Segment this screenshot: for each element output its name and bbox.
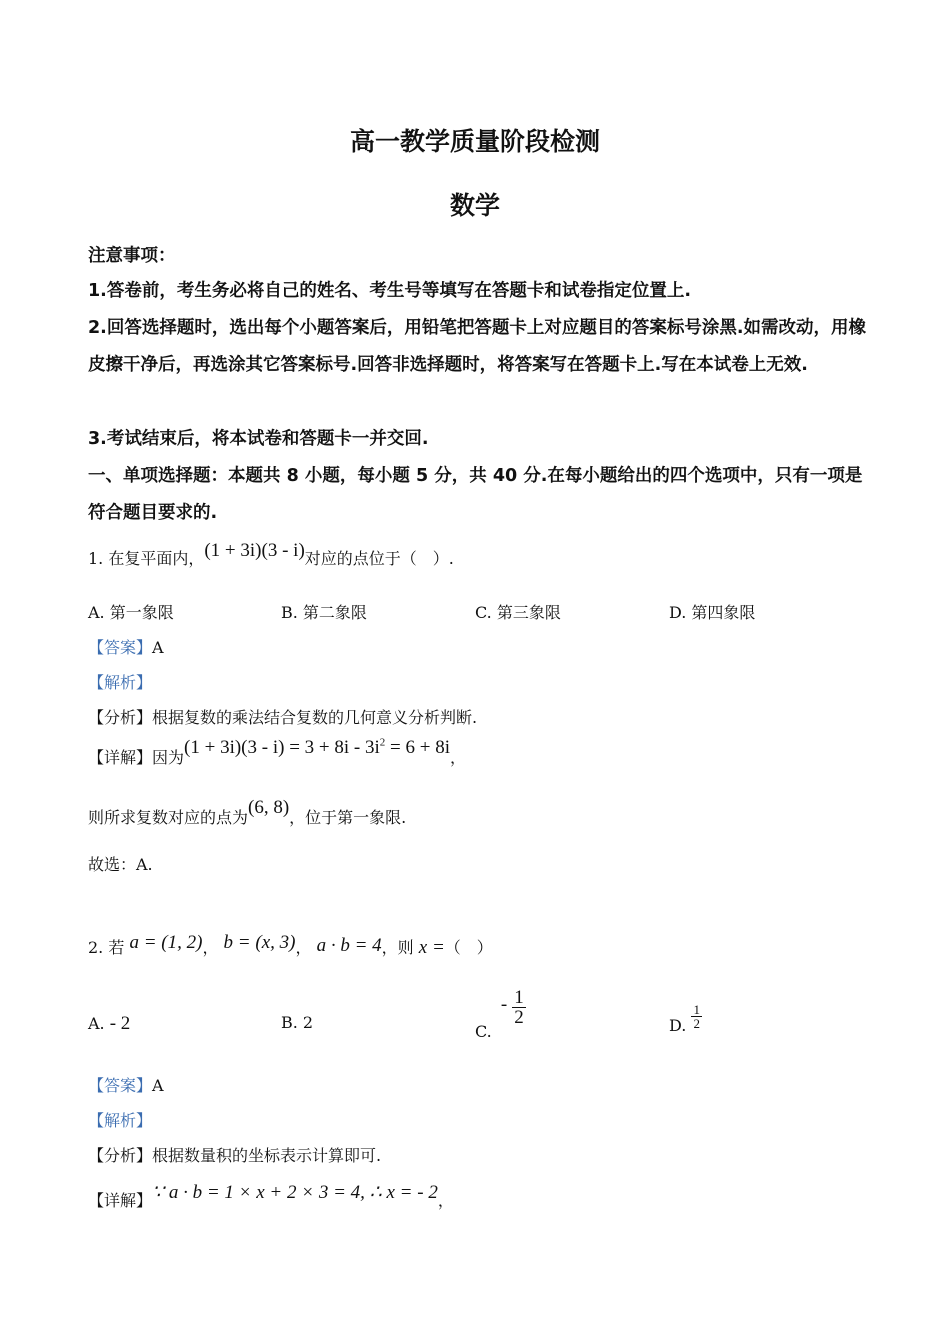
q1-option-c: C. 第三象限 (475, 603, 561, 622)
q2-analysis-tag: 【解析】 (88, 1111, 153, 1130)
q1-option-b: B. 第二象限 (281, 603, 367, 622)
q2-answer: 【答案】A (88, 1076, 164, 1095)
q1-option-a: A. 第一象限 (88, 603, 174, 622)
q1-detail-line-2: 则所求复数对应的点为(6, 8)，位于第一象限. (88, 797, 407, 827)
q2-detail-expression: ∵ a · b = 1 × x + 2 × 3 = 4, ∴ x = - 2 (152, 1182, 438, 1203)
q1-expression: (1 + 3i)(3 - i) (204, 540, 305, 561)
q1-stem: 1. 在复平面内，(1 + 3i)(3 - i)对应的点位于（ ）. (88, 540, 454, 568)
notes-item-1: 1.答卷前，考生务必将自己的姓名、考生号等填写在答题卡和试卷指定位置上. (88, 281, 691, 301)
section-1-heading: 一、单项选择题：本题共 8 小题，每小题 5 分，共 40 分.在每小题给出的四个选项中，只有一项是符合题目要求的. (88, 466, 863, 523)
q2-vector-a: a = (1, 2) (129, 932, 203, 953)
q2-option-d: D. $\frac{1}{2}$ (669, 1002, 700, 1035)
q1-conclusion: 故选：A. (88, 855, 153, 874)
q2-stem: 2. 若 a = (1, 2)， b = (x, 3)， a · b = 4，则 x =（ ） (88, 932, 493, 958)
notes-item-2: 2.回答选择题时，选出每个小题答案后，用铅笔把答题卡上对应题目的答案标号涂黑.如需改动，用橡皮擦干净后，再选涂其它答案标号.回答非选择题时，将答案写在答题卡上.写在本试卷上无效. (88, 318, 866, 375)
q1-detail-expression: $(1 + 3i)(3 - i) = 3 + 8i - 3i^2 = 6 + 8i$ (184, 736, 450, 758)
q1-option-d: D. 第四象限 (669, 603, 756, 622)
q2-option-c-fraction: $\frac{1}{2}$ (514, 987, 524, 1028)
q2-x: x = (418, 937, 445, 958)
q2-detail: 【详解】∵ a · b = 1 × x + 2 × 3 = 4, ∴ x = - 2， (88, 1182, 454, 1210)
notes-heading: 注意事项： (88, 246, 176, 266)
q2-dot-product: a · b = 4 (316, 935, 382, 956)
q1-answer: 【答案】A (88, 638, 164, 657)
q1-detail: 【详解】因为$(1 + 3i)(3 - i) = 3 + 8i - 3i^2 = 6 + 8i$， (88, 736, 466, 767)
q1-analysis-tag: 【解析】 (88, 673, 153, 692)
exam-title: 高一教学质量阶段检测 (349, 127, 600, 156)
q1-point-expression: (6, 8) (248, 797, 290, 818)
q2-vector-b: b = (x, 3) (223, 932, 296, 953)
exam-subject: 数学 (449, 191, 500, 220)
q1-fenxi: 【分析】根据复数的乘法结合复数的几何意义分析判断. (88, 708, 478, 727)
q2-fenxi: 【分析】根据数量积的坐标表示计算即可. (88, 1146, 382, 1165)
notes-item-3: 3.考试结束后，将本试卷和答题卡一并交回. (88, 429, 429, 449)
q2-option-b: B. 2 (281, 1013, 314, 1032)
q2-option-c: C. - $\frac{1}{2}$ (475, 987, 524, 1041)
q2-option-d-fraction: $\frac{1}{2}$ (693, 1002, 700, 1031)
q2-option-a: A. - 2 (88, 1013, 131, 1034)
